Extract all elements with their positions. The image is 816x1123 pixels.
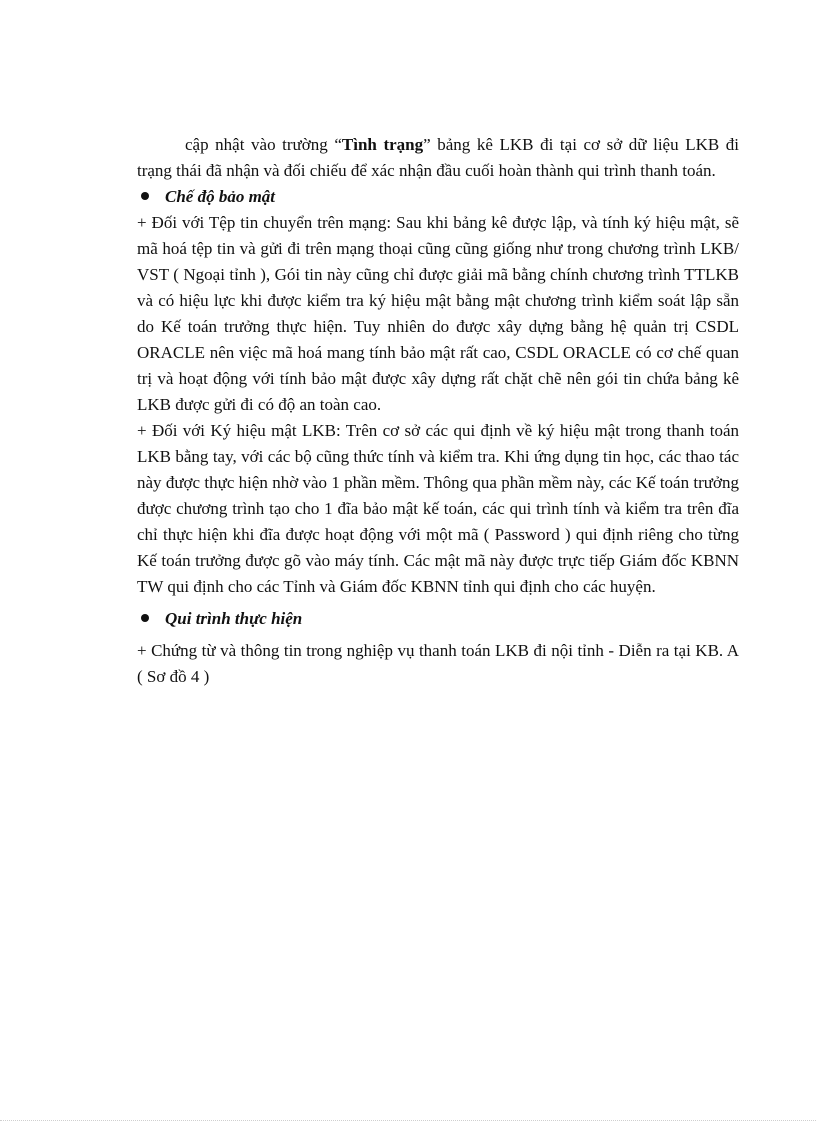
intro-paragraph: [137, 132, 739, 184]
procedure-section-heading: [137, 606, 739, 632]
intro-text-end: ” bảng kê LKB đi tại cơ sở dữ liệu LKB đi trạng thái đã nhận và đối chiếu để xác nhận đầu cuối hoàn thành qui trình thanh toán.: [137, 135, 740, 180]
intro-bold-term: Tình trạng: [341, 135, 424, 154]
security-paragraph-files: + Đối với Tệp tin chuyển trên mạng: Sau khi bảng kê được lập, và tính ký hiệu mật, sẽ mã hoá tệp tin và gửi đi trên mạng thoại cũng cũng giống như trong chương trình LKB/ VST ( Ngoại tỉnh ), Gói tin này cũng chỉ được giải mã bằng chính chương trình TTLKB và có hiệu lực khi được kiểm tra ký hiệu mật bằng mật chương trình kiểm soát lập sẵn do Kế toán trưởng thực hiện. Tuy nhiên do được xây dựng bằng hệ quản trị CSDL ORACLE nên việc mã hoá mang tính bảo mật rất cao, CSDL ORACLE có cơ chế quan trị và hoạt động với tính bảo mật được xây dựng rất chặt chẽ nên gói tin chứa bảng kê LKB được gửi đi có độ an toàn cao.: [137, 213, 739, 414]
bullet-icon: [141, 192, 149, 200]
security-heading-text: Chế độ bảo mật: [165, 187, 276, 206]
procedure-paragraph: + Chứng từ và thông tin trong nghiệp vụ thanh toán LKB đi nội tỉnh - Diễn ra tại KB. A ( Sơ đồ 4 ): [137, 641, 739, 686]
security-section-heading: [137, 184, 739, 210]
procedure-heading-text: Qui trình thực hiện: [165, 609, 303, 628]
security-paragraph-codes: + Đối với Ký hiệu mật LKB: Trên cơ sở các qui định về ký hiệu mật trong thanh toán LKB bằng tay, với các bộ cũng thức tính và kiểm tra. Khi ứng dụng tin học, các thao tác này được thực hiện nhờ vào 1 phần mềm. Thông qua phần mềm này, các Kế toán trưởng được chương trình tạo cho 1 đĩa bảo mật kế toán, các qui trình tính và kiểm tra trên đĩa chỉ thực hiện khi đĩa được hoạt động với một mã ( Password ) qui định riêng cho từng Kế toán trưởng được gõ vào máy tính. Các mật mã này được trực tiếp Giám đốc KBNN TW qui định cho các Tỉnh và Giám đốc KBNN tỉnh qui định cho các huyện.: [137, 421, 739, 596]
document-page: [137, 132, 739, 690]
bullet-icon: [141, 614, 149, 622]
page-bottom-divider: [0, 1120, 816, 1121]
intro-text-start: cập nhật vào trường “: [185, 135, 342, 154]
